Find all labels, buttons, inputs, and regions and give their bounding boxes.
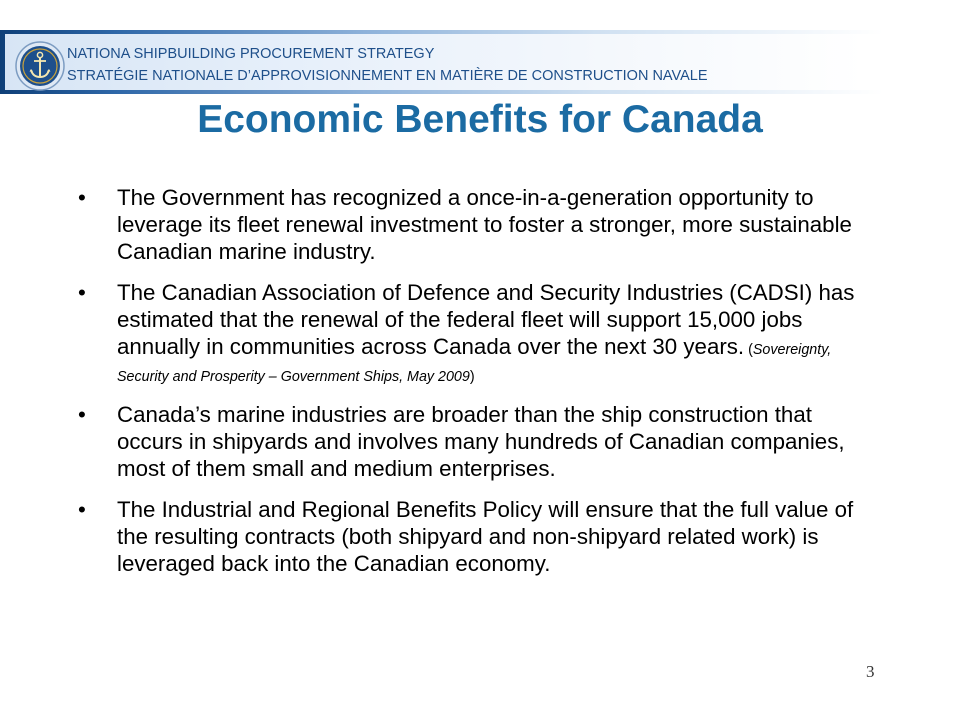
bullet-text-1: The Government has recognized a once-in-a-generation opportunity to leverage its fleet renewal investment to foster a stronger, more sustainable Canadian marine industry. — [117, 185, 852, 264]
bullet-text-2: The Canadian Association of Defence and Security Industries (CADSI) has estimated that the renewal of the federal fleet will support 15,000 jobs annually in communities across Canada over the next 30 years. — [117, 280, 855, 359]
bullet-list — [78, 184, 868, 591]
bullet-marker: • — [78, 280, 86, 305]
header-banner-inner — [5, 34, 960, 90]
citation-close: ) — [469, 369, 475, 385]
citation-open: ( — [744, 342, 753, 358]
slide-title: Economic Benefits for Canada — [197, 98, 763, 141]
bullet-item-2 — [78, 279, 868, 387]
bullet-marker: • — [78, 185, 86, 210]
bullet-text-4: The Industrial and Regional Benefits Policy will ensure that the full value of the resulting contracts (both shipyard and non-shipyard related work) is leveraged back into the Canadian economy. — [117, 497, 854, 576]
bullet-item-1 — [78, 184, 868, 265]
header-banner — [0, 30, 960, 94]
header-title-french: STRATÉGIE NATIONALE D’APPROVISIONNEMENT EN MATIÈRE DE CONSTRUCTION NAVALE — [67, 68, 708, 84]
bullet-marker: • — [78, 402, 86, 427]
bullet-marker: • — [78, 497, 86, 522]
bullet-item-4 — [78, 496, 868, 577]
header-title-english: NATIONA SHIPBUILDING PROCUREMENT STRATEGY — [67, 46, 435, 62]
bullet-item-3 — [78, 401, 868, 482]
page-number: 3 — [866, 662, 875, 681]
citation-text: Sovereignty, Security and Prosperity – Government Ships, May 2009 — [117, 342, 832, 385]
bullet-text-3: Canada’s marine industries are broader than the ship construction that occurs in shipyards and involves many hundreds of Canadian companies, most of them small and medium enterprises. — [117, 402, 845, 481]
anchor-logo-icon — [15, 41, 65, 91]
